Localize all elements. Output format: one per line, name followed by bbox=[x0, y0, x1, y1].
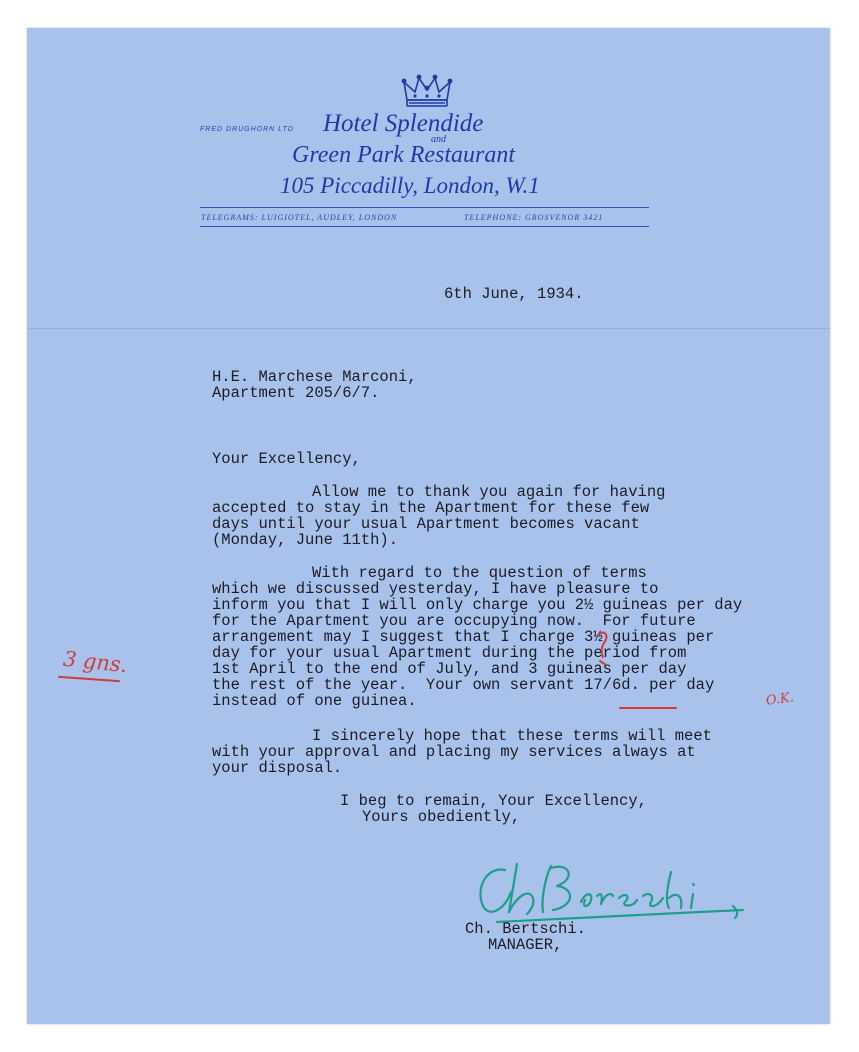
signature-image bbox=[457, 848, 747, 928]
para2-line: instead of one guinea. bbox=[212, 692, 417, 710]
servant-fee-underline bbox=[619, 707, 677, 709]
para3-line: your disposal. bbox=[212, 759, 343, 777]
para2-line: the rest of the year. Your own servant 17/6d. per day bbox=[212, 676, 715, 694]
para3-line: I sincerely hope that these terms will meet bbox=[312, 727, 712, 745]
para2-line: which we discussed yesterday, I have pleasure to bbox=[212, 580, 659, 598]
hotel-name: Hotel Splendide bbox=[323, 110, 484, 137]
para1-line: Allow me to thank you again for having bbox=[312, 483, 666, 501]
hotel-address: 105 Piccadilly, London, W.1 bbox=[280, 173, 540, 198]
para2-line: arrangement may I suggest that I charge 3½ guineas per bbox=[212, 628, 715, 646]
red-insertion-mark bbox=[594, 629, 612, 665]
margin-note-underline bbox=[58, 676, 120, 682]
signer-title: MANAGER, bbox=[488, 936, 563, 954]
para1-line: (Monday, June 11th). bbox=[212, 531, 399, 549]
closing-line: I beg to remain, Your Excellency, bbox=[340, 792, 647, 810]
paper-fold bbox=[27, 328, 830, 329]
ok-note: O.K. bbox=[765, 690, 795, 709]
letterhead-rule-top bbox=[200, 207, 649, 208]
recipient-name: H.E. Marchese Marconi, bbox=[212, 368, 417, 386]
para3-line: with your approval and placing my services always at bbox=[212, 743, 696, 761]
closing-line: Yours obediently, bbox=[362, 808, 521, 826]
company-name: FRED DRUGHORN LTD bbox=[200, 126, 294, 133]
recipient-apartment: Apartment 205/6/7. bbox=[212, 384, 380, 402]
telephone-line: TELEPHONE: GROSVENOR 3421 bbox=[464, 213, 604, 222]
para1-line: accepted to stay in the Apartment for these few bbox=[212, 499, 650, 517]
margin-note: 3 gns. bbox=[61, 646, 129, 678]
salutation: Your Excellency, bbox=[212, 450, 361, 468]
telegrams-line: TELEGRAMS: LUIGIOTEL, AUDLEY, LONDON bbox=[201, 213, 398, 222]
letterhead-rule-bottom bbox=[200, 226, 649, 227]
para2-line: 1st April to the end of July, and 3 guineas per day bbox=[212, 660, 687, 678]
para2-line: for the Apartment you are occupying now. For future bbox=[212, 612, 696, 630]
para2-line: inform you that I will only charge you 2½ guineas per day bbox=[212, 596, 743, 614]
and-word: and bbox=[431, 134, 446, 145]
para1-line: days until your usual Apartment becomes vacant bbox=[212, 515, 640, 533]
para2-line: With regard to the question of terms bbox=[312, 564, 647, 582]
signer-name: Ch. Bertschi. bbox=[465, 920, 586, 938]
letter-date: 6th June, 1934. bbox=[444, 285, 584, 303]
crown-icon bbox=[401, 74, 453, 110]
para2-line: day for your usual Apartment during the period from bbox=[212, 644, 687, 662]
letter-sheet bbox=[27, 28, 830, 1024]
restaurant-name: Green Park Restaurant bbox=[292, 142, 516, 168]
